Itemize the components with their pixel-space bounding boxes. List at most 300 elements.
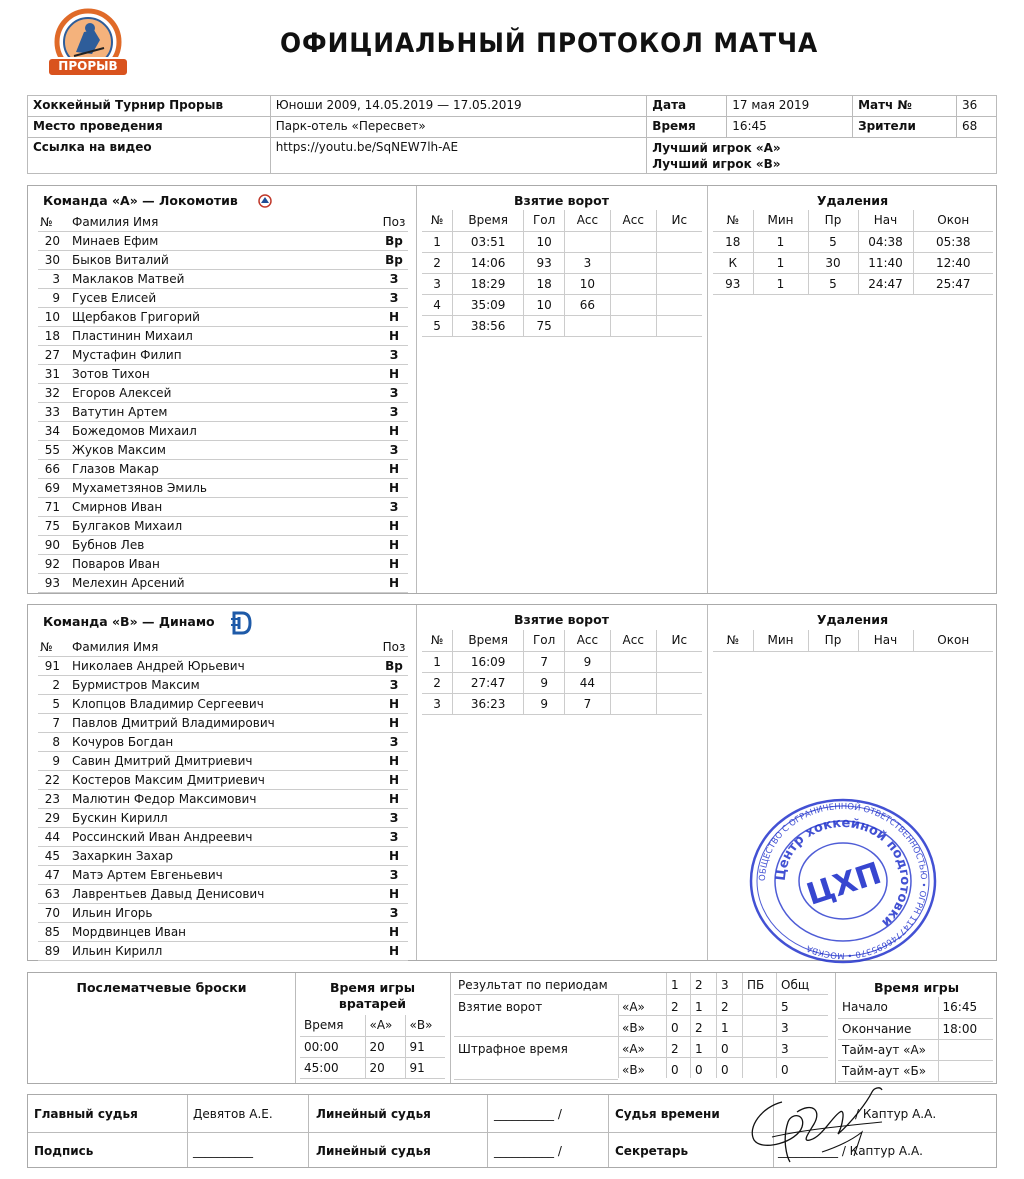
column-header: Пр (808, 630, 858, 651)
table-cell (610, 231, 656, 252)
player-name: Савин Дмитрий Дмитриевич (72, 754, 253, 768)
team-a-goals-title: Взятие ворот (514, 193, 609, 208)
table-cell: 3 (422, 273, 453, 294)
player-number: 71 (44, 500, 60, 514)
roster-row (38, 308, 408, 327)
roster-row (38, 733, 408, 752)
player-number: 27 (44, 348, 60, 362)
table-cell: 91 (405, 1057, 445, 1078)
player-number: 66 (44, 462, 60, 476)
column-header: Асс (610, 210, 656, 231)
player-number: 2 (52, 678, 60, 692)
spectators-label: Зрители (853, 117, 957, 138)
goalie-row (300, 1036, 445, 1057)
tournament-value: Юноши 2009, 14.05.2019 — 17.05.2019 (270, 96, 647, 117)
timekeeper-value: / Каптур А.А. (855, 1107, 937, 1121)
player-number: 85 (44, 925, 60, 939)
player-number: 23 (44, 792, 60, 806)
table-cell: 1 (753, 231, 808, 252)
player-name: Поваров Иван (72, 557, 160, 571)
player-name: Щербаков Григорий (72, 310, 200, 324)
player-name: Клопцов Владимир Сергеевич (72, 697, 264, 711)
player-number: 63 (44, 887, 60, 901)
table-cell: 25:47 (913, 273, 993, 294)
column-header: Мин (753, 630, 808, 651)
roster-row (38, 441, 408, 460)
player-name: Россинский Иван Андреевич (72, 830, 253, 844)
roster-row (38, 270, 408, 289)
period-value: 1 (695, 1000, 703, 1014)
timeout-b-label: Тайм-аут «Б» (838, 1060, 938, 1081)
player-position: Н (388, 849, 400, 863)
table-cell: 12:40 (913, 252, 993, 273)
player-position: Н (388, 944, 400, 958)
roster-header: № Фамилия Имя Поз (38, 213, 408, 232)
best-player-b-label: Лучший игрок «В» (652, 157, 781, 171)
player-position: З (389, 868, 399, 882)
table-cell: 11:40 (858, 252, 913, 273)
roster-row (38, 365, 408, 384)
main-ref-value: Девятов А.Е. (193, 1107, 273, 1121)
column-header: Асс (565, 630, 611, 651)
handwritten-signature (742, 1082, 892, 1172)
player-position: З (389, 678, 399, 692)
summary-section (27, 972, 997, 1084)
column-header: Пр (808, 210, 858, 231)
stamp-outer-text: ОБЩЕСТВО С ОГРАНИЧЕННОЙ ОТВЕТСТВЕННОСТЬЮ • ОГРН 1147746695370 • МОСКВА (757, 801, 929, 961)
video-label: Ссылка на видео (28, 138, 271, 174)
player-name: Мустафин Филип (72, 348, 182, 362)
end-value: 18:00 (938, 1018, 993, 1039)
table-cell (656, 672, 702, 693)
table-cell: 24:47 (858, 273, 913, 294)
player-position: Н (388, 310, 400, 324)
player-position: Н (388, 773, 400, 787)
column-header: Гол (524, 630, 565, 651)
goal-row (422, 252, 702, 273)
goals-header-row (422, 210, 702, 231)
player-name: Малютин Федор Максимович (72, 792, 257, 806)
roster-row (38, 847, 408, 866)
roster-row (38, 752, 408, 771)
time-label: Время (647, 117, 727, 138)
linesman2-label: Линейный судья (316, 1144, 431, 1158)
player-name: Божедомов Михаил (72, 424, 197, 438)
player-name: Булгаков Михаил (72, 519, 183, 533)
table-cell: 27:47 (453, 672, 524, 693)
column-header: Асс (610, 630, 656, 651)
table-cell: 36:23 (453, 693, 524, 714)
team-a-penalties-table (713, 210, 993, 295)
secretary-label: Секретарь (615, 1144, 689, 1158)
table-cell: 5 (808, 231, 858, 252)
table-cell: 2 (422, 672, 453, 693)
best-player-a-label: Лучший игрок «А» (652, 141, 781, 155)
roster-row (38, 923, 408, 942)
main-ref-label: Главный судья (34, 1107, 138, 1121)
period-value: 0 (721, 1042, 729, 1056)
player-position: Вр (385, 659, 403, 673)
roster-row (38, 536, 408, 555)
column-header: «В» (405, 1015, 445, 1036)
roster-row (38, 942, 408, 961)
period-column-header: Общ (781, 978, 810, 992)
table-cell: 1 (422, 231, 453, 252)
roster-row (38, 885, 408, 904)
player-number: 75 (44, 519, 60, 533)
player-name: Егоров Алексей (72, 386, 172, 400)
team-b-label: «В» (622, 1063, 645, 1077)
roster-row (38, 771, 408, 790)
table-cell: 18 (524, 273, 565, 294)
table-cell: 03:51 (453, 231, 524, 252)
penalty-row (713, 231, 993, 252)
table-cell: 18 (713, 231, 753, 252)
player-position: З (389, 272, 399, 286)
period-value: 0 (695, 1063, 703, 1077)
timekeeper-label: Судья времени (615, 1107, 720, 1121)
goalie-time-title: Время игры вратарей (329, 980, 416, 1011)
player-name: Мухаметзянов Эмиль (72, 481, 207, 495)
player-position: Н (388, 481, 400, 495)
table-cell: 44 (565, 672, 611, 693)
player-number: 5 (52, 697, 60, 711)
player-position: Н (388, 538, 400, 552)
player-position: Н (388, 367, 400, 381)
player-position: Н (388, 519, 400, 533)
logo-text: ПРОРЫВ (58, 59, 118, 73)
player-number: 92 (44, 557, 60, 571)
roster-row (38, 790, 408, 809)
end-label: Окончание (838, 1018, 938, 1039)
team-a-penalties-title: Удаления (816, 193, 889, 208)
table-cell: 35:09 (453, 294, 524, 315)
table-cell (565, 231, 611, 252)
match-header (27, 95, 997, 174)
player-number: 9 (52, 291, 60, 305)
periods-title: Результат по периодам (458, 978, 608, 992)
player-number: 91 (44, 659, 60, 673)
player-name: Ватутин Артем (72, 405, 168, 419)
table-cell: 2 (422, 252, 453, 273)
player-number: 70 (44, 906, 60, 920)
stamp-center-text: ЦХП (802, 855, 886, 913)
table-cell (656, 294, 702, 315)
team-a-title: Команда «А» — Локомотив (43, 193, 238, 208)
player-number: 32 (44, 386, 60, 400)
period-value: 0 (781, 1063, 789, 1077)
column-header: № (422, 210, 453, 231)
roster-row (38, 809, 408, 828)
goal-row (422, 294, 702, 315)
player-number: 34 (44, 424, 60, 438)
table-cell: 05:38 (913, 231, 993, 252)
table-cell (656, 693, 702, 714)
start-label: Начало (838, 997, 938, 1018)
player-name: Захаркин Захар (72, 849, 173, 863)
start-value: 16:45 (938, 997, 993, 1018)
tournament-label: Хоккейный Турнир Прорыв (28, 96, 271, 117)
goal-row (422, 273, 702, 294)
period-column-header: 2 (695, 978, 703, 992)
team-b-penalties-title: Удаления (816, 612, 889, 627)
player-name: Костеров Максим Дмитриевич (72, 773, 265, 787)
organization-stamp (748, 798, 938, 964)
player-name: Зотов Тихон (72, 367, 150, 381)
player-name: Николаев Андрей Юрьевич (72, 659, 245, 673)
column-header: Время (453, 630, 524, 651)
player-position: Н (388, 462, 400, 476)
venue-label: Место проведения (28, 117, 271, 138)
player-position: Н (388, 697, 400, 711)
player-position: З (389, 291, 399, 305)
player-name: Маклаков Матвей (72, 272, 185, 286)
player-number: 20 (44, 234, 60, 248)
player-position: Н (388, 754, 400, 768)
team-a-goals-table (422, 210, 702, 337)
goalie-time-table (300, 1015, 445, 1079)
match-number-value: 36 (956, 96, 996, 117)
table-cell (656, 273, 702, 294)
player-number: 10 (44, 310, 60, 324)
linesman1-label: Линейный судья (316, 1107, 431, 1121)
table-cell: 7 (565, 693, 611, 714)
player-name: Гусев Елисей (72, 291, 157, 305)
period-value: 5 (781, 1000, 789, 1014)
column-header: № (713, 210, 753, 231)
table-cell (610, 273, 656, 294)
column-header: Асс (565, 210, 611, 231)
linesman2-value: __________ / (494, 1144, 562, 1158)
table-cell (610, 672, 656, 693)
table-cell: 9 (524, 693, 565, 714)
table-cell: 04:38 (858, 231, 913, 252)
roster-row (38, 695, 408, 714)
player-number: 89 (44, 944, 60, 958)
roster-row (38, 676, 408, 695)
goal-row (422, 651, 702, 672)
roster-row (38, 232, 408, 251)
roster-row (38, 403, 408, 422)
table-cell: 3 (565, 252, 611, 273)
stamp-ring-text: Центр хоккейной подготовки (773, 815, 913, 930)
table-cell (610, 294, 656, 315)
roster-row (38, 517, 408, 536)
timeout-b-value (938, 1060, 993, 1081)
team-a-label: «А» (622, 1000, 645, 1014)
player-name: Мордвинцев Иван (72, 925, 187, 939)
video-link[interactable]: https://youtu.be/SqNEW7lh-AE (270, 138, 647, 174)
player-position: З (389, 386, 399, 400)
table-cell (610, 315, 656, 336)
goal-row (422, 672, 702, 693)
team-b-penalties-table (713, 630, 993, 652)
player-position: З (389, 348, 399, 362)
table-cell (656, 315, 702, 336)
player-name: Минаев Ефим (72, 234, 159, 248)
column-header: «А» (365, 1015, 405, 1036)
player-position: Н (388, 792, 400, 806)
roster-row (38, 422, 408, 441)
signature-label: Подпись (34, 1144, 94, 1158)
table-cell (656, 231, 702, 252)
period-value: 0 (671, 1021, 679, 1035)
time-value: 16:45 (727, 117, 853, 138)
signature-value: __________ (193, 1144, 253, 1158)
player-position: Н (388, 424, 400, 438)
period-value: 2 (721, 1000, 729, 1014)
table-cell (656, 651, 702, 672)
table-cell (610, 252, 656, 273)
player-name: Лаврентьев Давыд Денисович (72, 887, 265, 901)
penalty-row (713, 273, 993, 294)
player-name: Ильин Игорь (72, 906, 153, 920)
player-number: 33 (44, 405, 60, 419)
column-header: Время (300, 1015, 365, 1036)
table-cell: 7 (524, 651, 565, 672)
table-cell: К (713, 252, 753, 273)
timeout-a-label: Тайм-аут «А» (838, 1039, 938, 1060)
player-name: Кочуров Богдан (72, 735, 174, 749)
table-cell: 93 (524, 252, 565, 273)
table-cell: 38:56 (453, 315, 524, 336)
spectators-value: 68 (956, 117, 996, 138)
player-number: 31 (44, 367, 60, 381)
period-value: 0 (721, 1063, 729, 1077)
team-b-label: «В» (622, 1021, 645, 1035)
player-name: Мелехин Арсений (72, 576, 185, 590)
player-position: Н (388, 557, 400, 571)
penalty-row-label: Штрафное время (458, 1042, 568, 1056)
team-b-title: Команда «В» — Динамо (43, 614, 215, 629)
timeout-a-value (938, 1039, 993, 1060)
column-header: Нач (858, 210, 913, 231)
match-number-label: Матч № (853, 96, 957, 117)
period-value: 0 (671, 1063, 679, 1077)
goal-row (422, 693, 702, 714)
table-cell: 5 (808, 273, 858, 294)
player-position: Н (388, 887, 400, 901)
player-number: 47 (44, 868, 60, 882)
player-position: З (389, 405, 399, 419)
table-cell: 1 (753, 273, 808, 294)
player-number: 90 (44, 538, 60, 552)
table-cell (565, 315, 611, 336)
table-cell: 3 (422, 693, 453, 714)
roster-row (38, 574, 408, 593)
penalties-header-row (713, 210, 993, 231)
player-name: Жуков Максим (72, 443, 166, 457)
player-position: Вр (385, 253, 403, 267)
player-position: З (389, 500, 399, 514)
player-number: 8 (52, 735, 60, 749)
player-position: З (389, 830, 399, 844)
player-name: Бускин Кирилл (72, 811, 168, 825)
roster-row (38, 714, 408, 733)
roster-row (38, 289, 408, 308)
team-b-goals-title: Взятие ворот (514, 612, 609, 627)
period-value: 3 (781, 1042, 789, 1056)
player-number: 93 (44, 576, 60, 590)
table-cell (610, 693, 656, 714)
player-position: З (389, 811, 399, 825)
table-cell: 1 (422, 651, 453, 672)
player-name: Быков Виталий (72, 253, 169, 267)
player-position: Н (388, 576, 400, 590)
penalties-header-row (713, 630, 993, 651)
goal-row (422, 315, 702, 336)
roster-row (38, 327, 408, 346)
table-cell: 18:29 (453, 273, 524, 294)
table-cell: 93 (713, 273, 753, 294)
player-name: Смирнов Иван (72, 500, 163, 514)
table-cell: 16:09 (453, 651, 524, 672)
goalie-header-row (300, 1015, 445, 1036)
player-number: 30 (44, 253, 60, 267)
game-time-table (838, 997, 993, 1082)
player-name: Бурмистров Максим (72, 678, 200, 692)
player-number: 44 (44, 830, 60, 844)
player-name: Бубнов Лев (72, 538, 145, 552)
date-label: Дата (647, 96, 727, 117)
page-title: ОФИЦИАЛЬНЫЙ ПРОТОКОЛ МАТЧА (280, 28, 819, 59)
table-cell: 10 (565, 273, 611, 294)
secretary-value: __________ / Каптур А.А. (778, 1144, 923, 1158)
player-name: Ильин Кирилл (72, 944, 163, 958)
table-cell: 45:00 (300, 1057, 365, 1078)
player-number: 3 (52, 272, 60, 286)
player-number: 45 (44, 849, 60, 863)
table-cell: 91 (405, 1036, 445, 1057)
player-number: 29 (44, 811, 60, 825)
column-header: № (422, 630, 453, 651)
table-cell: 66 (565, 294, 611, 315)
player-name: Пластинин Михаил (72, 329, 193, 343)
roster-row (38, 657, 408, 676)
penalty-row (713, 252, 993, 273)
player-number: 55 (44, 443, 60, 457)
roster-row (38, 866, 408, 885)
column-header: Мин (753, 210, 808, 231)
table-cell: 9 (565, 651, 611, 672)
player-number: 7 (52, 716, 60, 730)
column-header: Ис (656, 630, 702, 651)
table-cell: 1 (753, 252, 808, 273)
player-position: З (389, 735, 399, 749)
dinamo-logo-icon (228, 609, 252, 637)
player-number: 22 (44, 773, 60, 787)
table-cell: 00:00 (300, 1036, 365, 1057)
player-name: Матэ Артем Евгеньевич (72, 868, 223, 882)
column-header: Время (453, 210, 524, 231)
roster-header: № Фамилия Имя Поз (38, 638, 408, 657)
table-cell: 14:06 (453, 252, 524, 273)
column-header: Окон (913, 210, 993, 231)
table-cell (656, 252, 702, 273)
best-players (647, 138, 997, 174)
goals-header-row (422, 630, 702, 651)
player-position: Н (388, 716, 400, 730)
team-a-label: «А» (622, 1042, 645, 1056)
table-cell: 5 (422, 315, 453, 336)
shootout-title: Послематчевые броски (76, 980, 247, 995)
table-cell: 75 (524, 315, 565, 336)
period-value: 2 (695, 1021, 703, 1035)
player-position: Вр (385, 234, 403, 248)
date-value: 17 мая 2019 (727, 96, 853, 117)
venue-value: Парк-отель «Пересвет» (270, 117, 647, 138)
goalie-row (300, 1057, 445, 1078)
